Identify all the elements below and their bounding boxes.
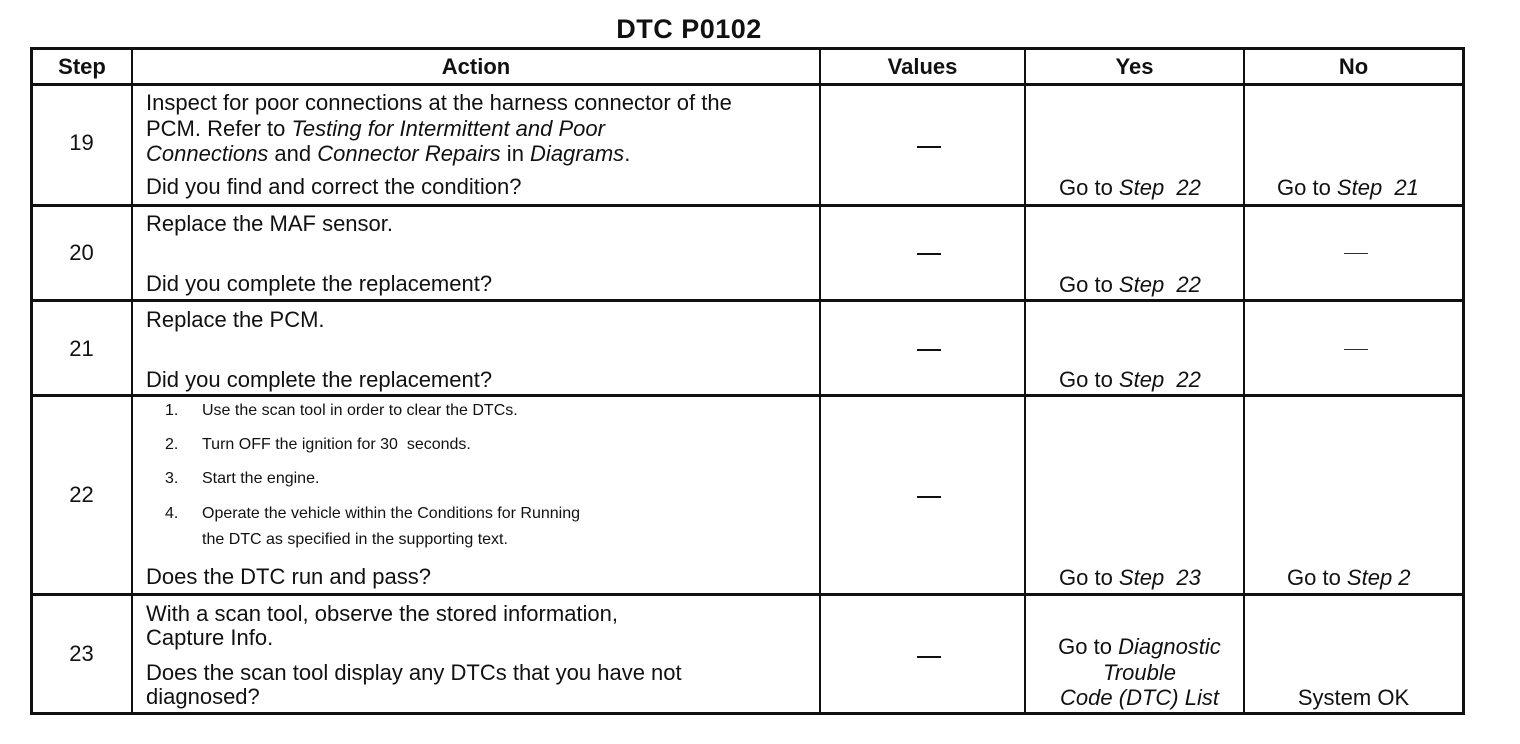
doc-reference: Code (DTC) List <box>1060 685 1219 710</box>
action-text: Capture Info. <box>146 625 274 650</box>
header-values: Values <box>887 54 958 79</box>
step-reference: Step 2 <box>1346 565 1411 590</box>
action-line: Inspect for poor connections at the harness connector of the <box>146 90 732 115</box>
header-yes: Yes <box>1115 54 1154 79</box>
step-reference: Step 22 <box>1118 272 1201 297</box>
values-dash <box>917 146 941 148</box>
action-question: Does the scan tool display any DTCs that you have not <box>146 660 682 685</box>
step-number: 20 <box>69 240 94 265</box>
values-dash <box>917 349 941 351</box>
column-divider <box>1243 47 1245 715</box>
values-dash <box>917 496 941 498</box>
doc-reference: Diagrams <box>530 141 625 166</box>
no-dash <box>1344 349 1368 350</box>
goto-label: Go to <box>1058 634 1119 659</box>
list-number: 3. <box>165 470 179 487</box>
list-number: 2. <box>165 436 179 453</box>
header-action: Action <box>441 54 511 79</box>
goto-label: Go to <box>1059 272 1119 297</box>
list-text: the DTC as specified in the supporting text. <box>202 531 508 548</box>
no-result <box>1277 175 1419 201</box>
doc-reference: Testing for Intermittent and Poor <box>291 115 605 141</box>
goto-label: Go to <box>1059 367 1119 392</box>
goto-label: Go to <box>1287 565 1347 590</box>
action-text: With a scan tool, observe the stored information, <box>146 601 619 626</box>
list-text: Turn OFF the ignition for 30 seconds. <box>202 436 471 453</box>
list-text: Operate the vehicle within the Conditions for Running <box>202 505 580 522</box>
step-reference: Step 21 <box>1336 175 1419 200</box>
step-reference: Step 22 <box>1118 367 1201 392</box>
yes-result <box>1059 565 1201 591</box>
yes-line <box>1026 685 1253 711</box>
page-title: DTC P0102 <box>616 14 762 44</box>
yes-result <box>1026 634 1253 711</box>
action-question: Did you find and correct the condition? <box>146 174 522 199</box>
step-reference: Step 23 <box>1118 565 1201 590</box>
goto-label: Go to <box>1277 175 1337 200</box>
step-number: 22 <box>69 482 94 507</box>
no-dash <box>1344 253 1368 254</box>
doc-reference: Connector Repairs <box>317 141 501 166</box>
column-divider <box>819 47 821 715</box>
header-step: Step <box>58 54 106 79</box>
list-text: Use the scan tool in order to clear the DTCs. <box>202 402 518 419</box>
action-question: Did you complete the replacement? <box>146 271 493 296</box>
action-text-part: and <box>268 141 318 166</box>
list-text: Start the engine. <box>202 470 320 487</box>
yes-result <box>1059 175 1201 201</box>
row-divider <box>30 394 1465 397</box>
action-text-part: PCM. Refer to <box>146 115 292 141</box>
step-reference: Step 22 <box>1118 175 1201 200</box>
action-text: Replace the PCM. <box>146 307 325 332</box>
no-result: System OK <box>1297 685 1410 710</box>
doc-reference: Trouble <box>1103 659 1176 685</box>
list-number: 1. <box>165 402 179 419</box>
step-number: 21 <box>69 336 94 361</box>
yes-line <box>1026 634 1253 660</box>
doc-reference: Connections <box>146 141 269 166</box>
table-border-bottom <box>30 712 1465 715</box>
goto-label: Go to <box>1059 565 1119 590</box>
table-border-right <box>1462 47 1465 715</box>
action-line <box>146 116 816 142</box>
header-no: No <box>1338 54 1369 79</box>
action-text <box>146 90 816 167</box>
table-border-top <box>30 47 1465 50</box>
action-question: Does the DTC run and pass? <box>146 564 431 589</box>
step-number: 19 <box>69 130 94 155</box>
row-divider <box>30 299 1465 302</box>
yes-result <box>1059 272 1201 298</box>
no-result <box>1287 565 1411 591</box>
values-dash <box>917 253 941 255</box>
step-number: 23 <box>69 641 94 666</box>
action-text: Replace the MAF sensor. <box>146 211 394 236</box>
yes-result <box>1059 367 1201 393</box>
column-divider <box>1024 47 1026 715</box>
action-line <box>146 141 816 167</box>
action-text-part: in <box>500 141 531 166</box>
doc-reference: Diagnostic <box>1118 634 1221 659</box>
list-number: 4. <box>165 505 179 522</box>
action-question: diagnosed? <box>146 684 260 709</box>
header-divider <box>30 83 1465 86</box>
row-divider <box>30 204 1465 207</box>
row-divider <box>30 593 1465 596</box>
goto-label: Go to <box>1059 175 1119 200</box>
values-dash <box>917 656 941 658</box>
action-question: Did you complete the replacement? <box>146 367 493 392</box>
yes-line <box>1026 660 1253 686</box>
action-text-part: . <box>624 141 631 166</box>
